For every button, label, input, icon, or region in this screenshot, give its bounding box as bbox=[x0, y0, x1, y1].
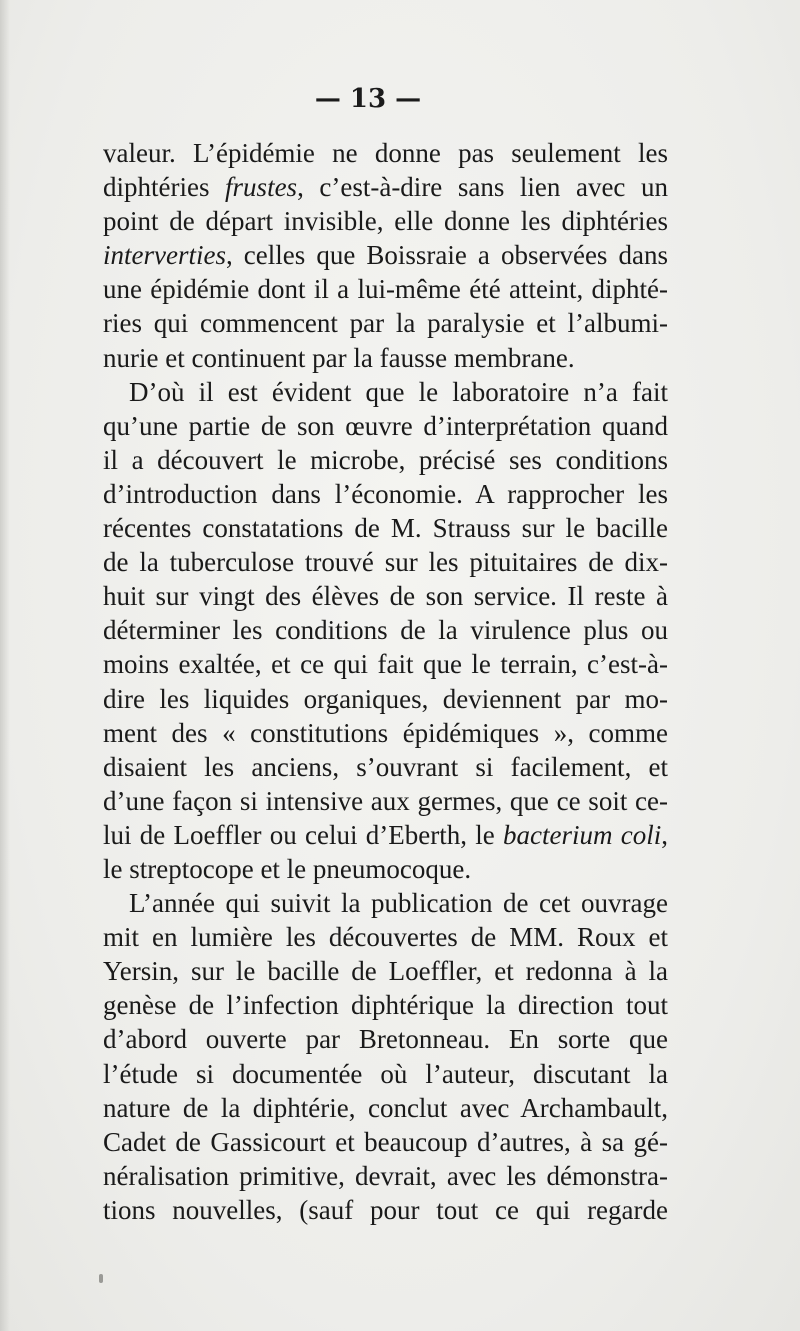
page-number: — 13 — bbox=[314, 84, 422, 114]
text-line bbox=[103, 341, 668, 375]
text-segment: Cadet de Gassicourt et beaucoup d’autres, à sa gé- bbox=[103, 1126, 668, 1157]
text-line bbox=[103, 716, 668, 750]
text-line bbox=[103, 272, 668, 306]
text-segment: mit en lumière les découvertes de MM. Roux et bbox=[103, 922, 668, 953]
text-segment: une épidémie dont il a lui-même été atteint, diphté- bbox=[103, 274, 668, 305]
text-line bbox=[103, 409, 668, 443]
body-text bbox=[103, 136, 668, 1227]
text-segment: point de départ invisible, elle donne les diphtéries bbox=[103, 206, 668, 237]
text-line bbox=[103, 306, 668, 340]
text-segment: D’où il est évident que le laboratoire n’a fait bbox=[129, 376, 668, 407]
text-segment: disaient les anciens, s’ouvrant si facilement, et bbox=[103, 751, 668, 782]
text-line bbox=[103, 784, 668, 818]
text-line bbox=[103, 443, 668, 477]
italic-term: bacterium coli bbox=[503, 819, 662, 850]
text-segment: néralisation primitive, devrait, avec les démonstra- bbox=[103, 1160, 668, 1191]
text-line bbox=[103, 477, 668, 511]
text-segment: ment des « constitutions épidémiques », comme bbox=[103, 717, 668, 748]
text-segment: Yersin, sur le bacille de Loeffler, et redonna à la bbox=[103, 956, 668, 987]
text-line bbox=[103, 852, 668, 886]
text-segment: l’étude si documentée où l’auteur, discutant la bbox=[103, 1058, 668, 1089]
text-line bbox=[103, 682, 668, 716]
text-line bbox=[103, 375, 668, 409]
text-segment: récentes constatations de M. Strauss sur le bacille bbox=[103, 513, 668, 544]
text-line bbox=[103, 1057, 668, 1091]
italic-term: interverties bbox=[103, 240, 226, 271]
text-line bbox=[103, 988, 668, 1022]
text-line bbox=[103, 750, 668, 784]
text-segment: d’introduction dans l’économie. A rapprocher les bbox=[103, 478, 668, 509]
text-segment: ries qui commencent par la paralysie et l’albumi- bbox=[103, 308, 668, 339]
text-line bbox=[103, 647, 668, 681]
text-segment: huit sur vingt des élèves de son service. Il reste à bbox=[103, 581, 668, 612]
text-line bbox=[103, 136, 668, 170]
text-line bbox=[103, 954, 668, 988]
text-segment: d’abord ouverte par Bretonneau. En sorte que bbox=[103, 1024, 668, 1055]
text-segment: le streptocope et le pneumocoque. bbox=[103, 853, 472, 884]
italic-term: frustes bbox=[225, 172, 298, 203]
spine-shadow bbox=[0, 0, 10, 1331]
text-line bbox=[103, 613, 668, 647]
text-line bbox=[103, 545, 668, 579]
text-line bbox=[103, 1125, 668, 1159]
text-segment: diphtéries bbox=[103, 172, 226, 203]
text-line bbox=[103, 1193, 668, 1227]
text-segment: tions nouvelles, (sauf pour tout ce qui regarde bbox=[103, 1194, 668, 1225]
text-line bbox=[103, 170, 668, 204]
text-line bbox=[103, 238, 668, 272]
text-line bbox=[103, 886, 668, 920]
text-segment: qu’une partie de son œuvre d’interprétation quand bbox=[103, 410, 668, 441]
text-segment: moins exaltée, et ce qui fait que le terrain, c’est-à- bbox=[103, 649, 668, 680]
text-line bbox=[103, 1091, 668, 1125]
text-segment: valeur. L’épidémie ne donne pas seulement les bbox=[103, 138, 668, 168]
text-segment: il a découvert le microbe, précisé ses conditions bbox=[103, 444, 668, 475]
paper-speck bbox=[99, 1274, 103, 1283]
text-segment: , celles que Boissraie a observées dans bbox=[225, 240, 668, 271]
text-segment: dire les liquides organiques, deviennent par mo- bbox=[103, 683, 668, 714]
text-segment: d’une façon si intensive aux germes, que ce soit ce- bbox=[103, 785, 668, 816]
text-segment: de la tuberculose trouvé sur les pituitaires de dix- bbox=[103, 547, 668, 578]
text-segment: nature de la diphtérie, conclut avec Archambault, bbox=[103, 1092, 668, 1123]
text-line bbox=[103, 1159, 668, 1193]
text-line bbox=[103, 511, 668, 545]
text-line bbox=[103, 818, 668, 852]
text-segment: , bbox=[661, 819, 669, 850]
text-segment: déterminer les conditions de la virulence plus ou bbox=[103, 615, 668, 646]
text-segment: genèse de l’infection diphtérique la direction tout bbox=[103, 990, 668, 1021]
text-segment: L’année qui suivit la publication de cet ouvrage bbox=[129, 888, 668, 919]
text-line bbox=[103, 204, 668, 238]
text-segment: , c’est-à-dire sans lien avec un bbox=[297, 172, 668, 203]
text-segment: nurie et continuent par la fausse membrane. bbox=[103, 342, 575, 373]
text-segment: lui de Loeffler ou celui d’Eberth, le bbox=[103, 819, 504, 850]
text-line bbox=[103, 579, 668, 613]
text-line bbox=[103, 1022, 668, 1056]
text-line bbox=[103, 920, 668, 954]
